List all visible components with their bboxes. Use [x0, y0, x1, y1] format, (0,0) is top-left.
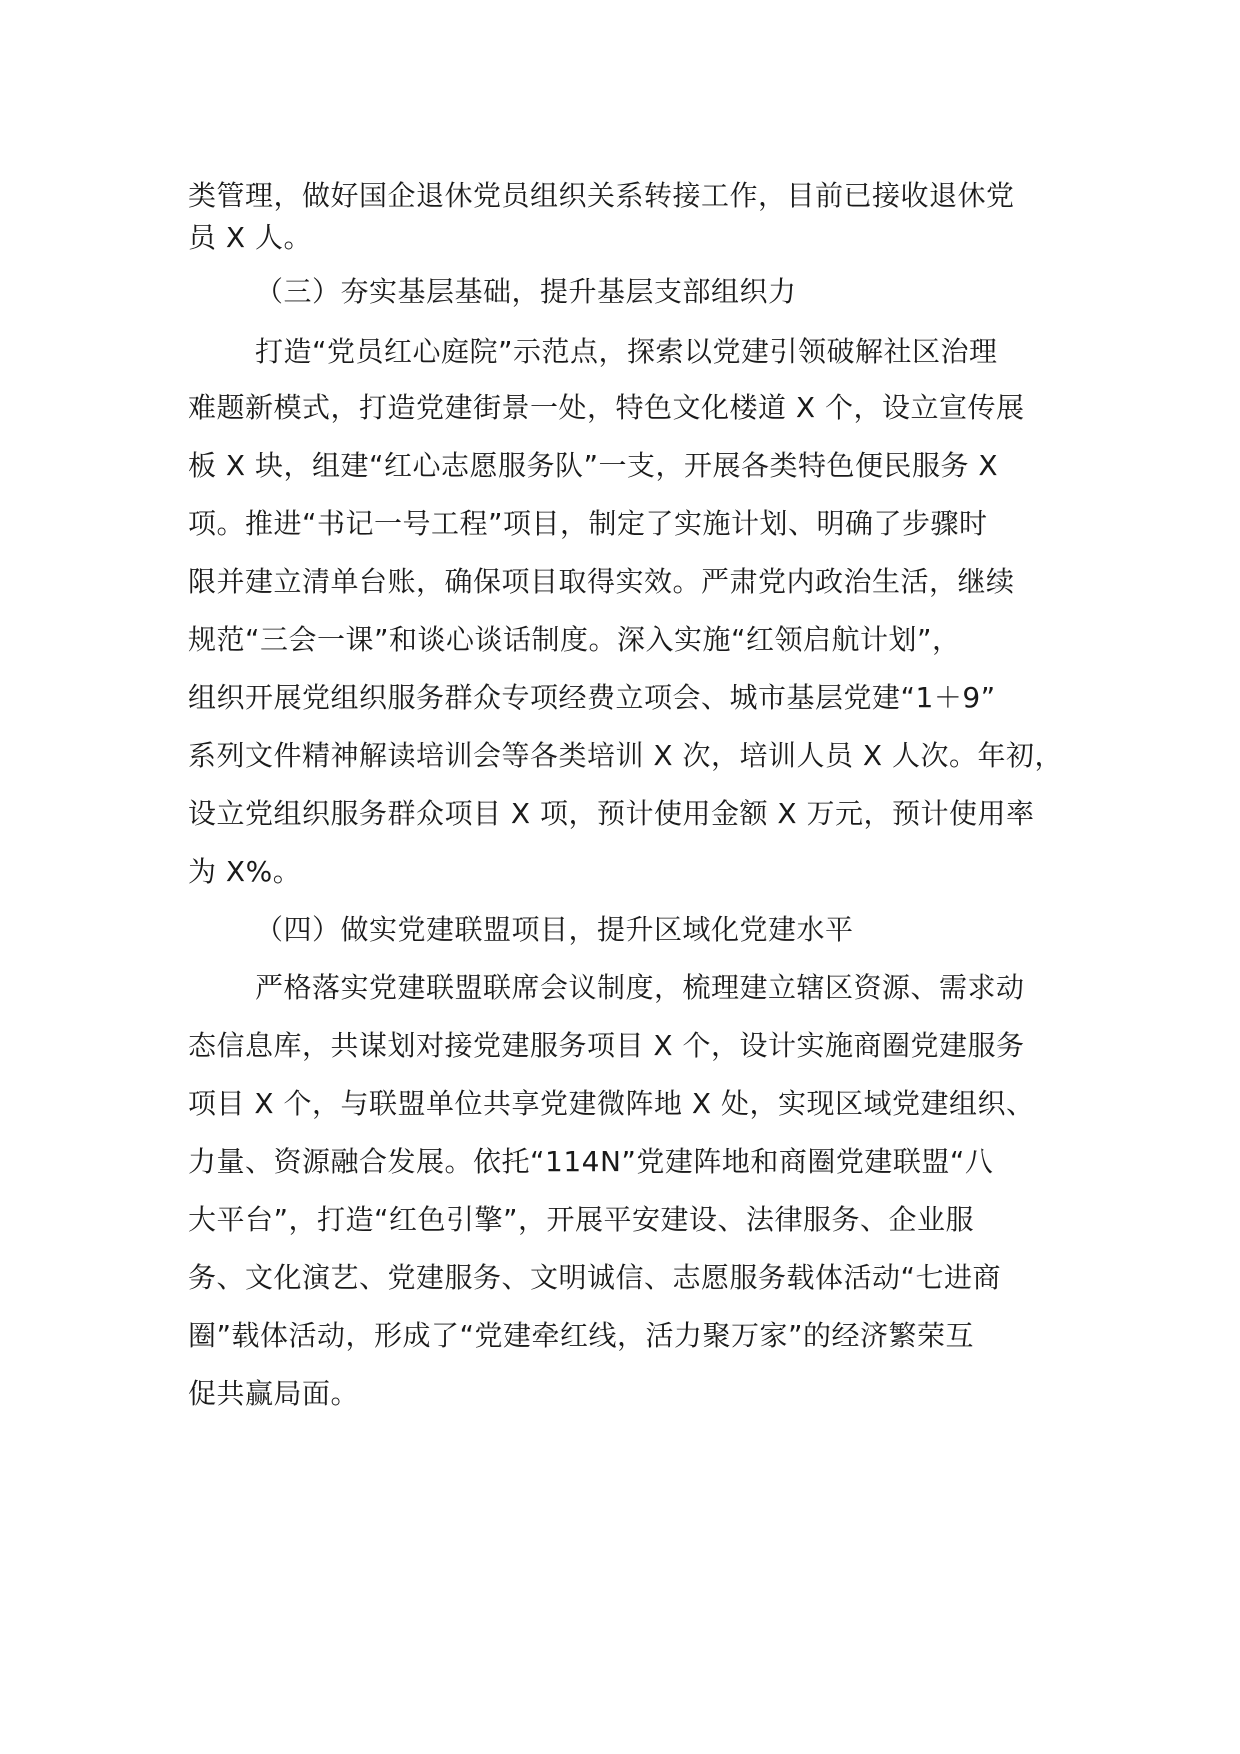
- body-text-line: 板 X 块，组建“红心志愿服务队”一支，开展各类特色便民服务 X: [188, 449, 999, 482]
- body-text-line: 大平台”，打造“红色引擎”，开展平安建设、法律服务、企业服: [188, 1203, 975, 1236]
- body-text-line: 圈”载体活动，形成了“党建牵红线，活力聚万家”的经济繁荣互: [188, 1319, 975, 1352]
- body-text-line: 态信息库，共谋划对接党建服务项目 X 个，设计实施商圈党建服务: [188, 1029, 1025, 1062]
- body-text-line: 项。推进“书记一号工程”项目，制定了实施计划、明确了步骤时: [188, 507, 988, 540]
- body-text-line: 组织开展党组织服务群众专项经费立项会、城市基层党建“1＋9”: [188, 681, 996, 714]
- body-text-line: 类管理，做好国企退休党员组织关系转接工作，目前已接收退休党: [188, 179, 1015, 212]
- body-text-line: 规范“三会一课”和谈心谈话制度。深入实施“红领启航计划”，: [188, 623, 961, 656]
- body-text-line: 限并建立清单台账，确保项目取得实效。严肃党内政治生活，继续: [188, 565, 1015, 598]
- body-text-line: 力量、资源融合发展。依托“114N”党建阵地和商圈党建联盟“八: [188, 1145, 994, 1178]
- body-text-line: 促共赢局面。: [188, 1377, 360, 1410]
- section-heading-4: （四）做实党建联盟项目，提升区域化党建水平: [255, 913, 854, 946]
- body-text-line: 系列文件精神解读培训会等各类培训 X 次，培训人员 X 人次。年初，: [188, 739, 1063, 772]
- body-text-line: 员 X 人。: [188, 221, 312, 254]
- body-text-line: 设立党组织服务群众项目 X 项，预计使用金额 X 万元，预计使用率: [188, 797, 1035, 830]
- section-heading-3: （三）夯实基层基础，提升基层支部组织力: [255, 275, 797, 308]
- body-text-line: 严格落实党建联盟联席会议制度，梳理建立辖区资源、需求动: [255, 971, 1025, 1004]
- body-text-line: 打造“党员红心庭院”示范点，探索以党建引领破解社区治理: [255, 335, 998, 368]
- body-text-line: 为 X%。: [188, 855, 302, 888]
- body-text-line: 难题新模式，打造党建街景一处，特色文化楼道 X 个，设立宣传展: [188, 391, 1025, 424]
- body-text-line: 务、文化演艺、党建服务、文明诚信、志愿服务载体活动“七进商: [188, 1261, 1002, 1294]
- body-text-line: 项目 X 个，与联盟单位共享党建微阵地 X 处，实现区域党建组织、: [188, 1087, 1035, 1120]
